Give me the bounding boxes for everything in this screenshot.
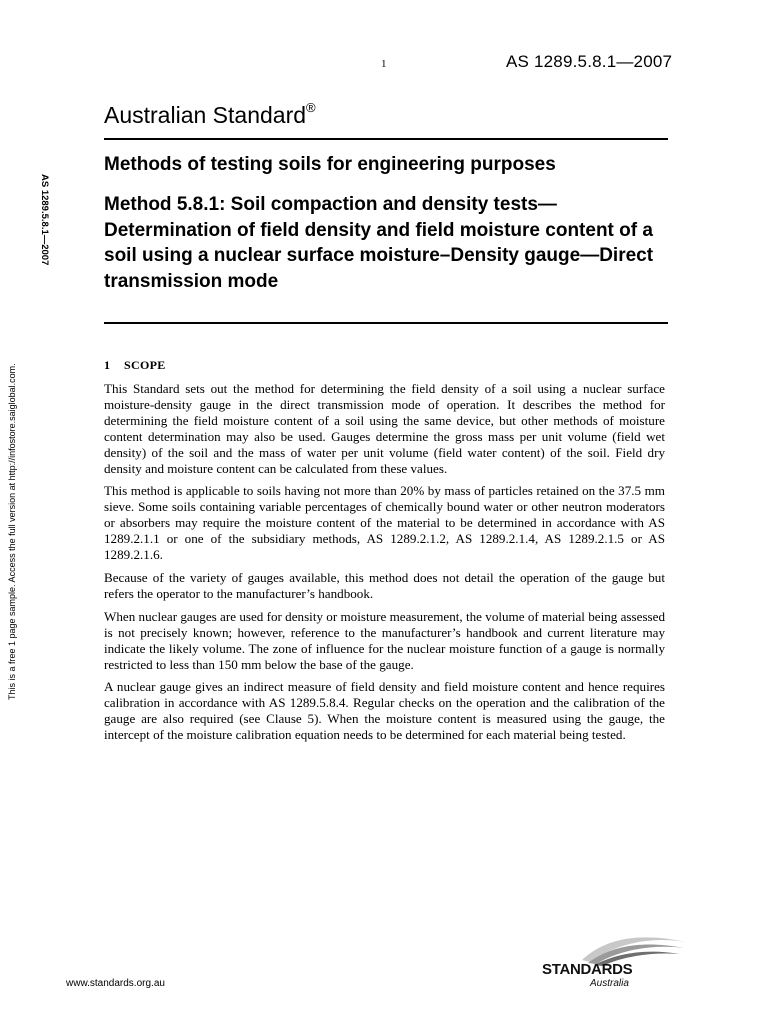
page-number: 1: [381, 58, 387, 70]
document-brand: [104, 102, 316, 129]
section-number: 1: [104, 358, 111, 372]
registered-mark: ®: [306, 100, 316, 116]
logo-text: STANDARDS: [542, 961, 633, 978]
section-heading: [104, 358, 665, 373]
logo-subtext: Australia: [590, 978, 629, 989]
paragraph: When nuclear gauges are used for density or moisture measurement, the volume of material being assessed is not precisely known; however, reference to the manufacturer’s handbook and current literature may indicate the likely volume. The zone of influence for the nuclear moisture function of a gauge is normally restricted to less than 150 mm below the base of the gauge.: [104, 608, 665, 672]
section-title: SCOPE: [124, 358, 166, 372]
main-title: Methods of testing soils for engineering purposes: [104, 154, 556, 175]
footer-url-link[interactable]: www.standards.org.au: [66, 978, 165, 989]
side-sample-notice: [6, 330, 18, 700]
method-title: Method 5.8.1: Soil compaction and density tests—Determination of field density and field moisture content of a soil using a nuclear surface moisture–Density gauge—Direct transmission mode: [104, 194, 654, 292]
brand-title: Australian Standard: [104, 102, 307, 128]
paragraph: A nuclear gauge gives an indirect measure of field density and field moisture content and hence requires calibration in accordance with AS 1289.5.8.4. Regular checks on the operation and the calibration of the gauge are also required (see Clause 5). When the moisture content is measured using the gauge, the intercept of the moisture calibration equation needs to be determined for each material being tested.: [104, 679, 665, 743]
side-sample-notice-text: This is a free 1 page sample. Access the full version at http://infostore.saiglobal.com.: [7, 363, 17, 700]
paragraph: This method is applicable to soils having not more than 20% by mass of particles retained on the 37.5 mm sieve. Some soils containing variable percentages of chemically bound water or other neutron moderators or absorbers may require the moisture content of the material to be determined in accordance with AS 1289.2.1.1 or one of the subsidiary methods, AS 1289.2.1.2, AS 1289.2.1.4, AS 1289.2.1.5 or AS 1289.2.1.6.: [104, 483, 665, 563]
header-rule: [104, 138, 668, 140]
scope-section: [104, 358, 665, 750]
side-standard-code: [38, 174, 52, 304]
title-rule: [104, 322, 668, 324]
standards-australia-logo: [540, 930, 690, 990]
side-standard-code-text: AS 1289.5.8.1—2007: [39, 174, 50, 266]
paragraph: Because of the variety of gauges available, this method does not detail the operation of the gauge but refers the operator to the manufacturer’s handbook.: [104, 569, 665, 601]
paragraph: This Standard sets out the method for determining the field density of a soil using a nuclear surface moisture-density gauge in the direct transmission mode of operation. It describes the method for determining the field moisture content of a soil using the same device, but other methods of moisture content determination may also be used. Gauges determine the gross mass per unit volume (field wet density) of the soil and the mass of water per unit volume (field water content) of the soil. Field dry density and moisture content can be calculated from these values.: [104, 381, 665, 476]
standard-code: AS 1289.5.8.1—2007: [506, 52, 673, 71]
